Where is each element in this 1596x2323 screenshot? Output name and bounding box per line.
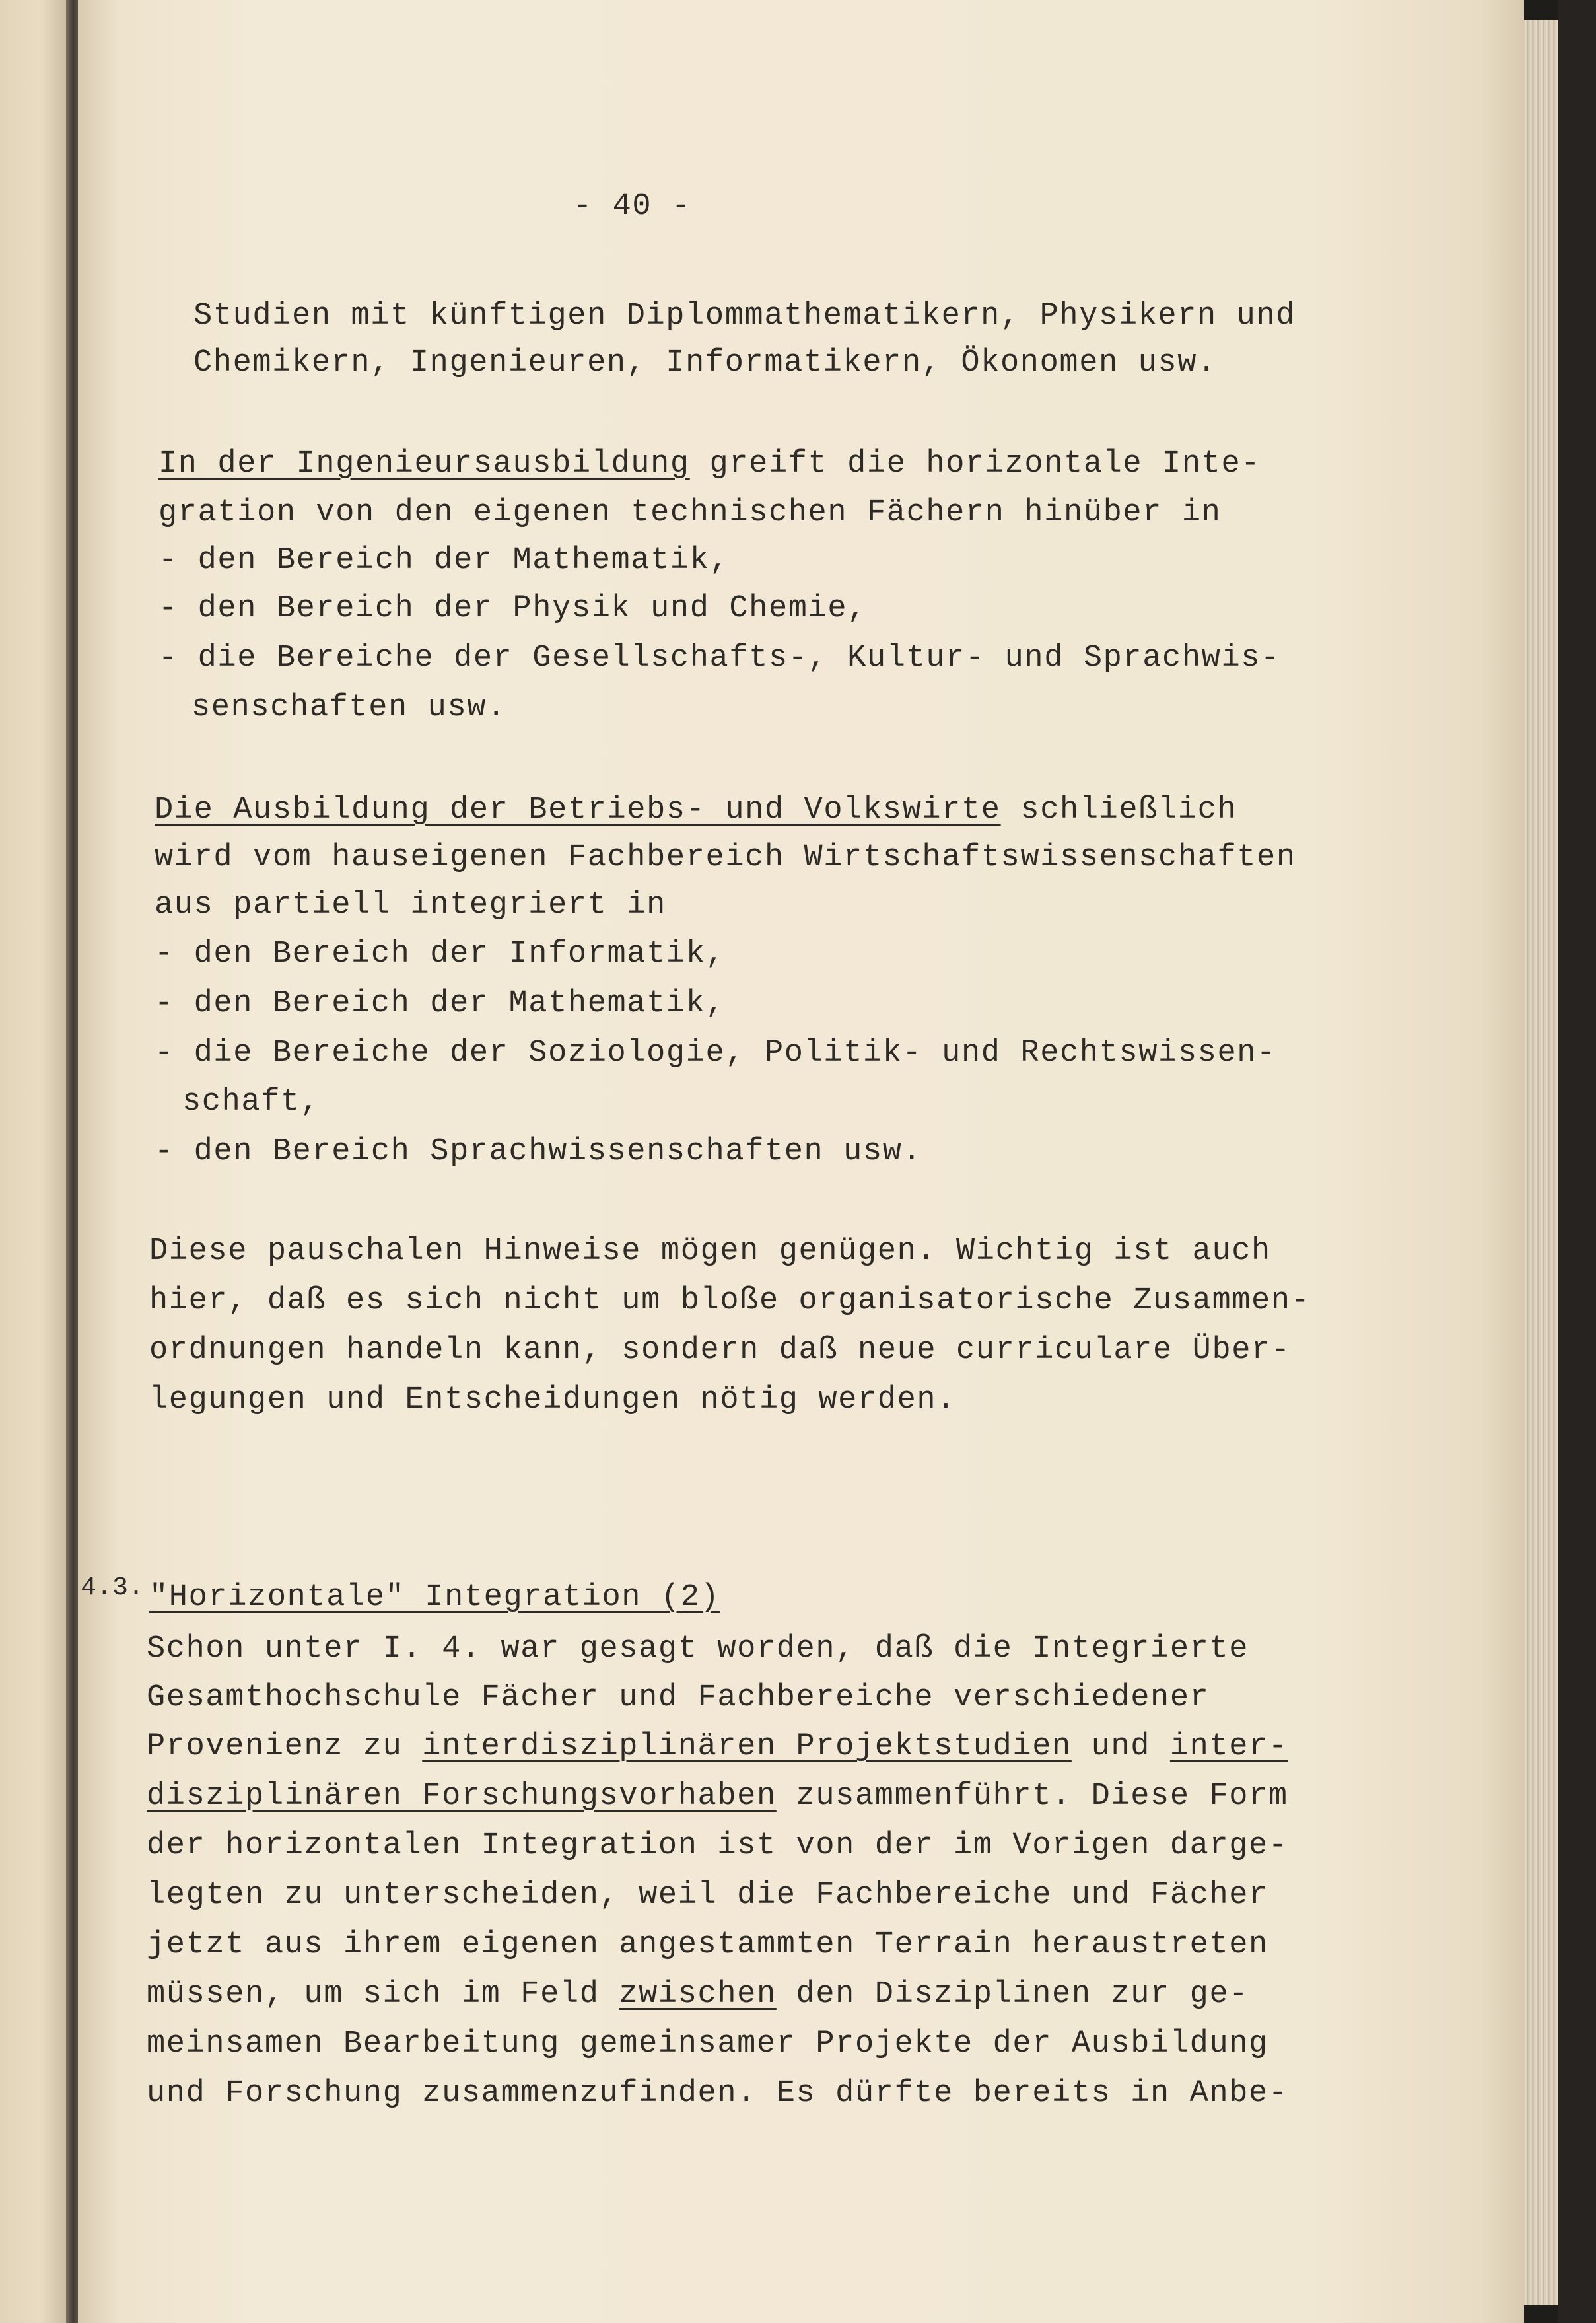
- list-item-continuation: schaft,: [182, 1085, 320, 1120]
- body-line: ordnungen handeln kann, sondern daß neue curriculare Über-: [149, 1333, 1291, 1368]
- body-line: Studien mit künftigen Diplommathematikern, Physikern und: [193, 299, 1296, 334]
- underlined-phrase: inter-: [1169, 1729, 1288, 1764]
- section-number: 4.3.: [81, 1573, 145, 1603]
- body-line: Chemikern, Ingenieuren, Informatikern, Ökonomen usw.: [193, 345, 1217, 380]
- body-line: [147, 1779, 1288, 1814]
- body-line: aus partiell integriert in: [155, 888, 666, 923]
- underlined-phrase: disziplinären Forschungsvorhaben: [147, 1779, 777, 1814]
- underlined-phrase: Die Ausbildung der Betriebs- und Volkswirte: [155, 793, 1001, 828]
- section-heading-text: "Horizontale" Integration (2): [149, 1580, 720, 1615]
- body-line: der horizontalen Integration ist von der im Vorigen darge-: [147, 1828, 1288, 1863]
- list-item-continuation: senschaften usw.: [191, 690, 506, 725]
- body-text: Provenienz zu: [147, 1729, 423, 1764]
- body-text: greift die horizontale Inte-: [689, 447, 1261, 482]
- body-line: Gesamthochschule Fächer und Fachbereiche verschiedener: [147, 1680, 1210, 1715]
- body-text: den Disziplinen zur ge-: [776, 1977, 1249, 2012]
- list-item: - den Bereich der Informatik,: [155, 937, 726, 972]
- scan-background: [1558, 0, 1596, 2323]
- body-line: legten zu unterscheiden, weil die Fachbereiche und Fächer: [147, 1878, 1268, 1913]
- list-item: - den Bereich Sprachwissenschaften usw.: [155, 1134, 922, 1169]
- body-line: gration von den eigenen technischen Fächern hinüber in: [158, 495, 1222, 530]
- body-line: jetzt aus ihrem eigenen angestammten Terrain heraustreten: [147, 1927, 1268, 1962]
- list-item: - den Bereich der Mathematik,: [158, 543, 730, 578]
- body-line: Diese pauschalen Hinweise mögen genügen. Wichtig ist auch: [149, 1234, 1271, 1269]
- body-line: meinsamen Bearbeitung gemeinsamer Projekte der Ausbildung: [147, 2026, 1268, 2061]
- page-stack-edge: [1524, 20, 1558, 2305]
- body-line: [158, 447, 1261, 482]
- list-item: - die Bereiche der Gesellschafts-, Kultur- und Sprachwis-: [158, 641, 1280, 676]
- body-line: wird vom hauseigenen Fachbereich Wirtschaftswissenschaften: [155, 840, 1296, 875]
- underlined-phrase: In der Ingenieursausbildung: [158, 447, 690, 482]
- page-number: - 40 -: [573, 189, 691, 224]
- list-item: - den Bereich der Physik und Chemie,: [158, 591, 867, 626]
- underlined-phrase: zwischen: [619, 1977, 777, 2012]
- body-text: müssen, um sich im Feld: [147, 1977, 619, 2012]
- body-text: schließlich: [1000, 793, 1237, 828]
- list-item: - den Bereich der Mathematik,: [155, 986, 726, 1021]
- list-item: - die Bereiche der Soziologie, Politik- und Rechtswissen-: [155, 1036, 1276, 1071]
- body-line: legungen und Entscheidungen nötig werden.: [149, 1382, 956, 1417]
- body-line: [147, 1977, 1249, 2012]
- body-line: [147, 1729, 1288, 1764]
- facing-page-edge: [0, 0, 74, 2323]
- body-line: und Forschung zusammenzufinden. Es dürfte bereits in Anbe-: [147, 2076, 1288, 2111]
- underlined-phrase: interdisziplinären Projektstudien: [422, 1729, 1072, 1764]
- body-line: Schon unter I. 4. war gesagt worden, daß die Integrierte: [147, 1631, 1249, 1666]
- section-heading: [149, 1580, 720, 1615]
- body-text: zusammenführt. Diese Form: [776, 1779, 1288, 1814]
- body-text: und: [1071, 1729, 1170, 1764]
- body-line: hier, daß es sich nicht um bloße organisatorische Zusammen-: [149, 1283, 1311, 1318]
- body-line: [155, 793, 1237, 828]
